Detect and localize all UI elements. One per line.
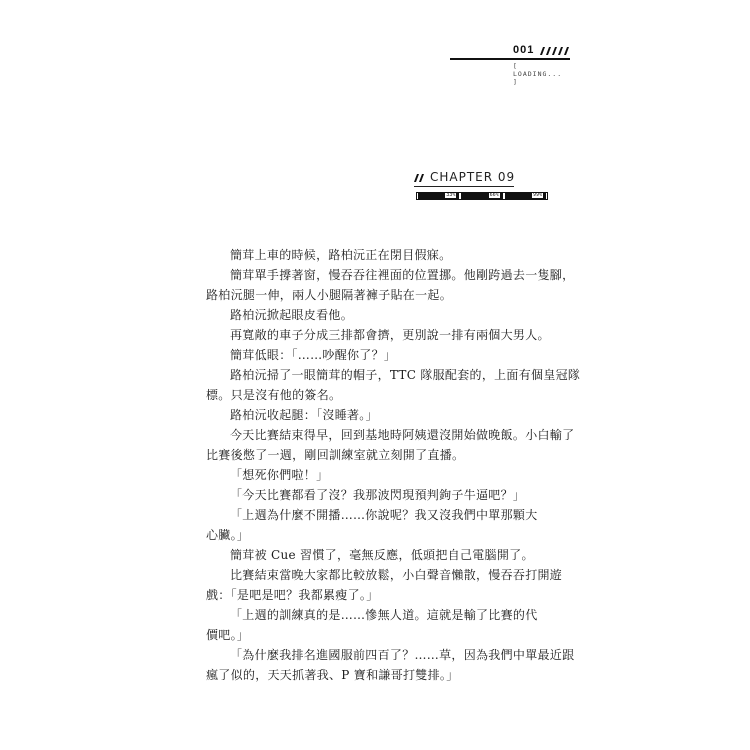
- paragraph: [206, 405, 546, 425]
- progress-label: 66%: [489, 192, 499, 198]
- text-line: 「為什麼我排名進國服前四百了？……草，因為我們中單最近跟: [230, 648, 575, 662]
- chapter-underline: [414, 186, 514, 187]
- chapter-progress-bar: [416, 192, 548, 200]
- text-line: 心臟。」: [206, 528, 250, 542]
- paragraph: [206, 365, 581, 405]
- progress-segment: [505, 193, 546, 199]
- paragraph: [206, 565, 563, 605]
- progress-label: 33%: [446, 192, 456, 198]
- paragraph: [206, 425, 575, 465]
- progress-segment: [461, 193, 502, 199]
- text-line: 路柏沅收起腿：「沒睡著。」: [230, 408, 378, 422]
- progress-label: 99%: [532, 192, 542, 198]
- text-line: 今天比賽結束得早，回到基地時阿姨還沒開始做晚飯。小白輸了: [230, 428, 575, 442]
- chapter-title: CHAPTER 09: [430, 170, 516, 184]
- slash-stripes-icon: [538, 47, 570, 55]
- paragraph: [206, 325, 550, 345]
- page-header: [450, 44, 570, 84]
- paragraph: [206, 645, 575, 685]
- text-line: 路柏沅腿一伸，兩人小腿隔著褲子貼在一起。: [206, 288, 453, 302]
- text-line: 價吧。」: [206, 628, 250, 642]
- text-line: 比賽後憋了一週，剛回訓練室就立刻開了直播。: [206, 448, 465, 462]
- text-line: 簡茸單手撐著窗，慢吞吞往裡面的位置挪。他剛跨過去一隻腳，: [230, 268, 575, 282]
- paragraph: [206, 545, 546, 565]
- text-line: 路柏沅掀起眼皮看他。: [230, 308, 354, 322]
- text-line: 瘋了似的，天天抓著我、P 寶和謙哥打雙排。」: [206, 668, 459, 682]
- text-line: 「上週的訓練真的是……慘無人道。這就是輸了比賽的代: [230, 608, 538, 622]
- header-rule: [450, 58, 570, 60]
- paragraph: [206, 305, 546, 325]
- text-line: 「今天比賽都看了沒？我那波閃現預判鉤子牛逼吧？」: [230, 488, 526, 502]
- text-line: 簡茸被 Cue 習慣了，毫無反應，低頭把自己電腦開了。: [230, 548, 534, 562]
- paragraph: [206, 265, 575, 305]
- text-line: 標。只是沒有他的簽名。: [206, 388, 342, 402]
- paragraph: [206, 345, 546, 365]
- page-number: 001: [513, 44, 535, 56]
- body-text: [206, 245, 581, 685]
- paragraph: [206, 245, 546, 265]
- paragraph: [206, 505, 546, 545]
- paragraph: [206, 465, 546, 485]
- chapter-slash-icon: [414, 174, 426, 182]
- progress-segment: [418, 193, 459, 199]
- text-line: 戲：「是吧是吧？我都累瘦了。」: [206, 588, 379, 602]
- text-line: 「想死你們啦！」: [230, 468, 329, 482]
- text-line: 簡茸低眼：「……吵醒你了？」: [230, 348, 397, 362]
- text-line: 路柏沅掃了一眼簡茸的帽子，TTC 隊服配套的，上面有個皇冠隊: [230, 368, 581, 382]
- paragraph: [206, 485, 546, 505]
- text-line: 比賽結束當晚大家都比較放鬆，小白聲音懶散，慢吞吞打開遊: [230, 568, 563, 582]
- text-line: 簡茸上車的時候，路柏沅正在閉目假寐。: [230, 248, 452, 262]
- text-line: 「上週為什麼不開播……你說呢？我又沒我們中單那顆大: [230, 508, 538, 522]
- text-line: 再寬敞的車子分成三排都會擠，更別說一排有兩個大男人。: [230, 328, 550, 342]
- chapter-banner: [414, 170, 554, 210]
- loading-label: [ LOADING... ]: [513, 62, 563, 86]
- paragraph: [206, 605, 546, 645]
